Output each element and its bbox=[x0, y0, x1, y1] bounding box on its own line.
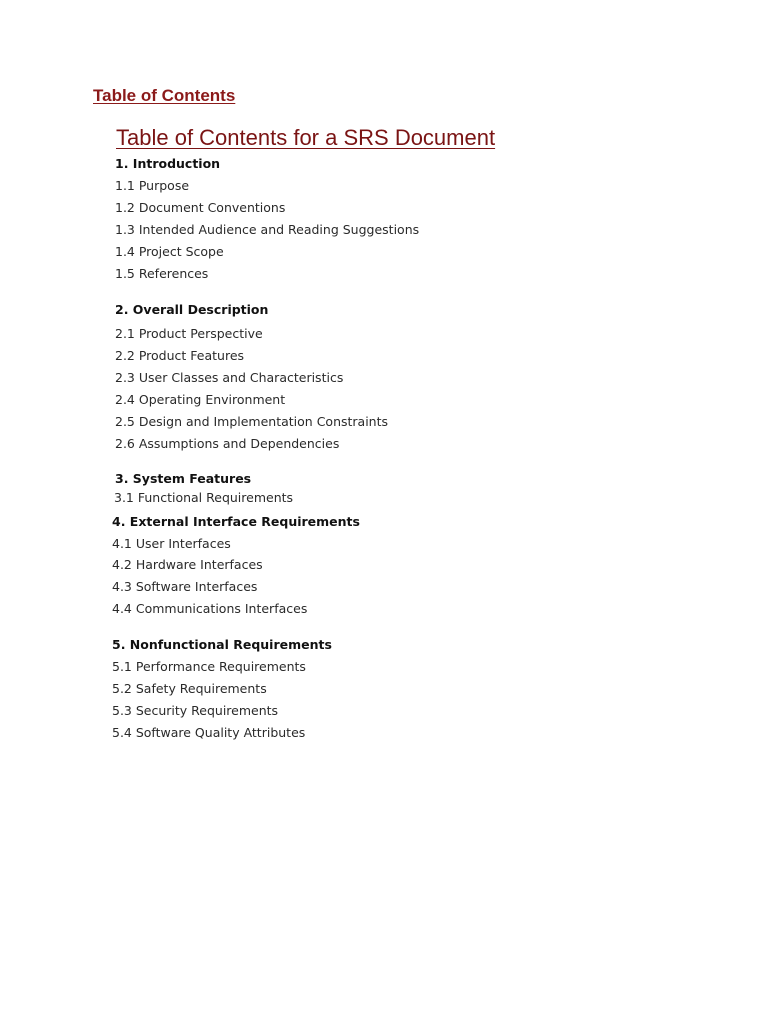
toc-item: 2.5 Design and Implementation Constraints bbox=[115, 414, 389, 429]
toc-section-heading: 3. System Features bbox=[115, 471, 252, 486]
toc-item: 5.3 Security Requirements bbox=[112, 703, 279, 718]
toc-item: 5.2 Safety Requirements bbox=[112, 681, 267, 696]
toc-item: 5.1 Performance Requirements bbox=[112, 659, 306, 674]
toc-item: 4.4 Communications Interfaces bbox=[112, 601, 308, 616]
page-heading: Table of Contents bbox=[93, 86, 236, 105]
toc-item: 2.4 Operating Environment bbox=[115, 392, 286, 407]
toc-section-heading: 2. Overall Description bbox=[115, 302, 269, 317]
toc-item: 4.3 Software Interfaces bbox=[112, 579, 258, 594]
toc-item: 1.4 Project Scope bbox=[115, 244, 224, 259]
toc-item: 5.4 Software Quality Attributes bbox=[112, 725, 306, 740]
toc-title: Table of Contents for a SRS Document bbox=[116, 125, 496, 150]
toc-image bbox=[110, 124, 570, 754]
toc-item: 1.2 Document Conventions bbox=[115, 200, 286, 215]
toc-item: 2.6 Assumptions and Dependencies bbox=[115, 436, 340, 451]
toc-item: 2.3 User Classes and Characteristics bbox=[115, 370, 344, 385]
toc-section-heading: 5. Nonfunctional Requirements bbox=[112, 637, 332, 652]
toc-item: 4.1 User Interfaces bbox=[112, 536, 231, 551]
toc-item: 1.1 Purpose bbox=[115, 178, 190, 193]
toc-section-heading: 1. Introduction bbox=[115, 156, 221, 171]
toc-item: 3.1 Functional Requirements bbox=[114, 490, 294, 505]
toc-section-heading: 4. External Interface Requirements bbox=[112, 514, 360, 529]
toc-item: 1.5 References bbox=[115, 266, 209, 281]
toc-item: 1.3 Intended Audience and Reading Suggestions bbox=[115, 222, 420, 237]
toc-item: 4.2 Hardware Interfaces bbox=[112, 557, 263, 572]
toc-item: 2.2 Product Features bbox=[115, 348, 245, 363]
toc-item: 2.1 Product Perspective bbox=[115, 326, 263, 341]
